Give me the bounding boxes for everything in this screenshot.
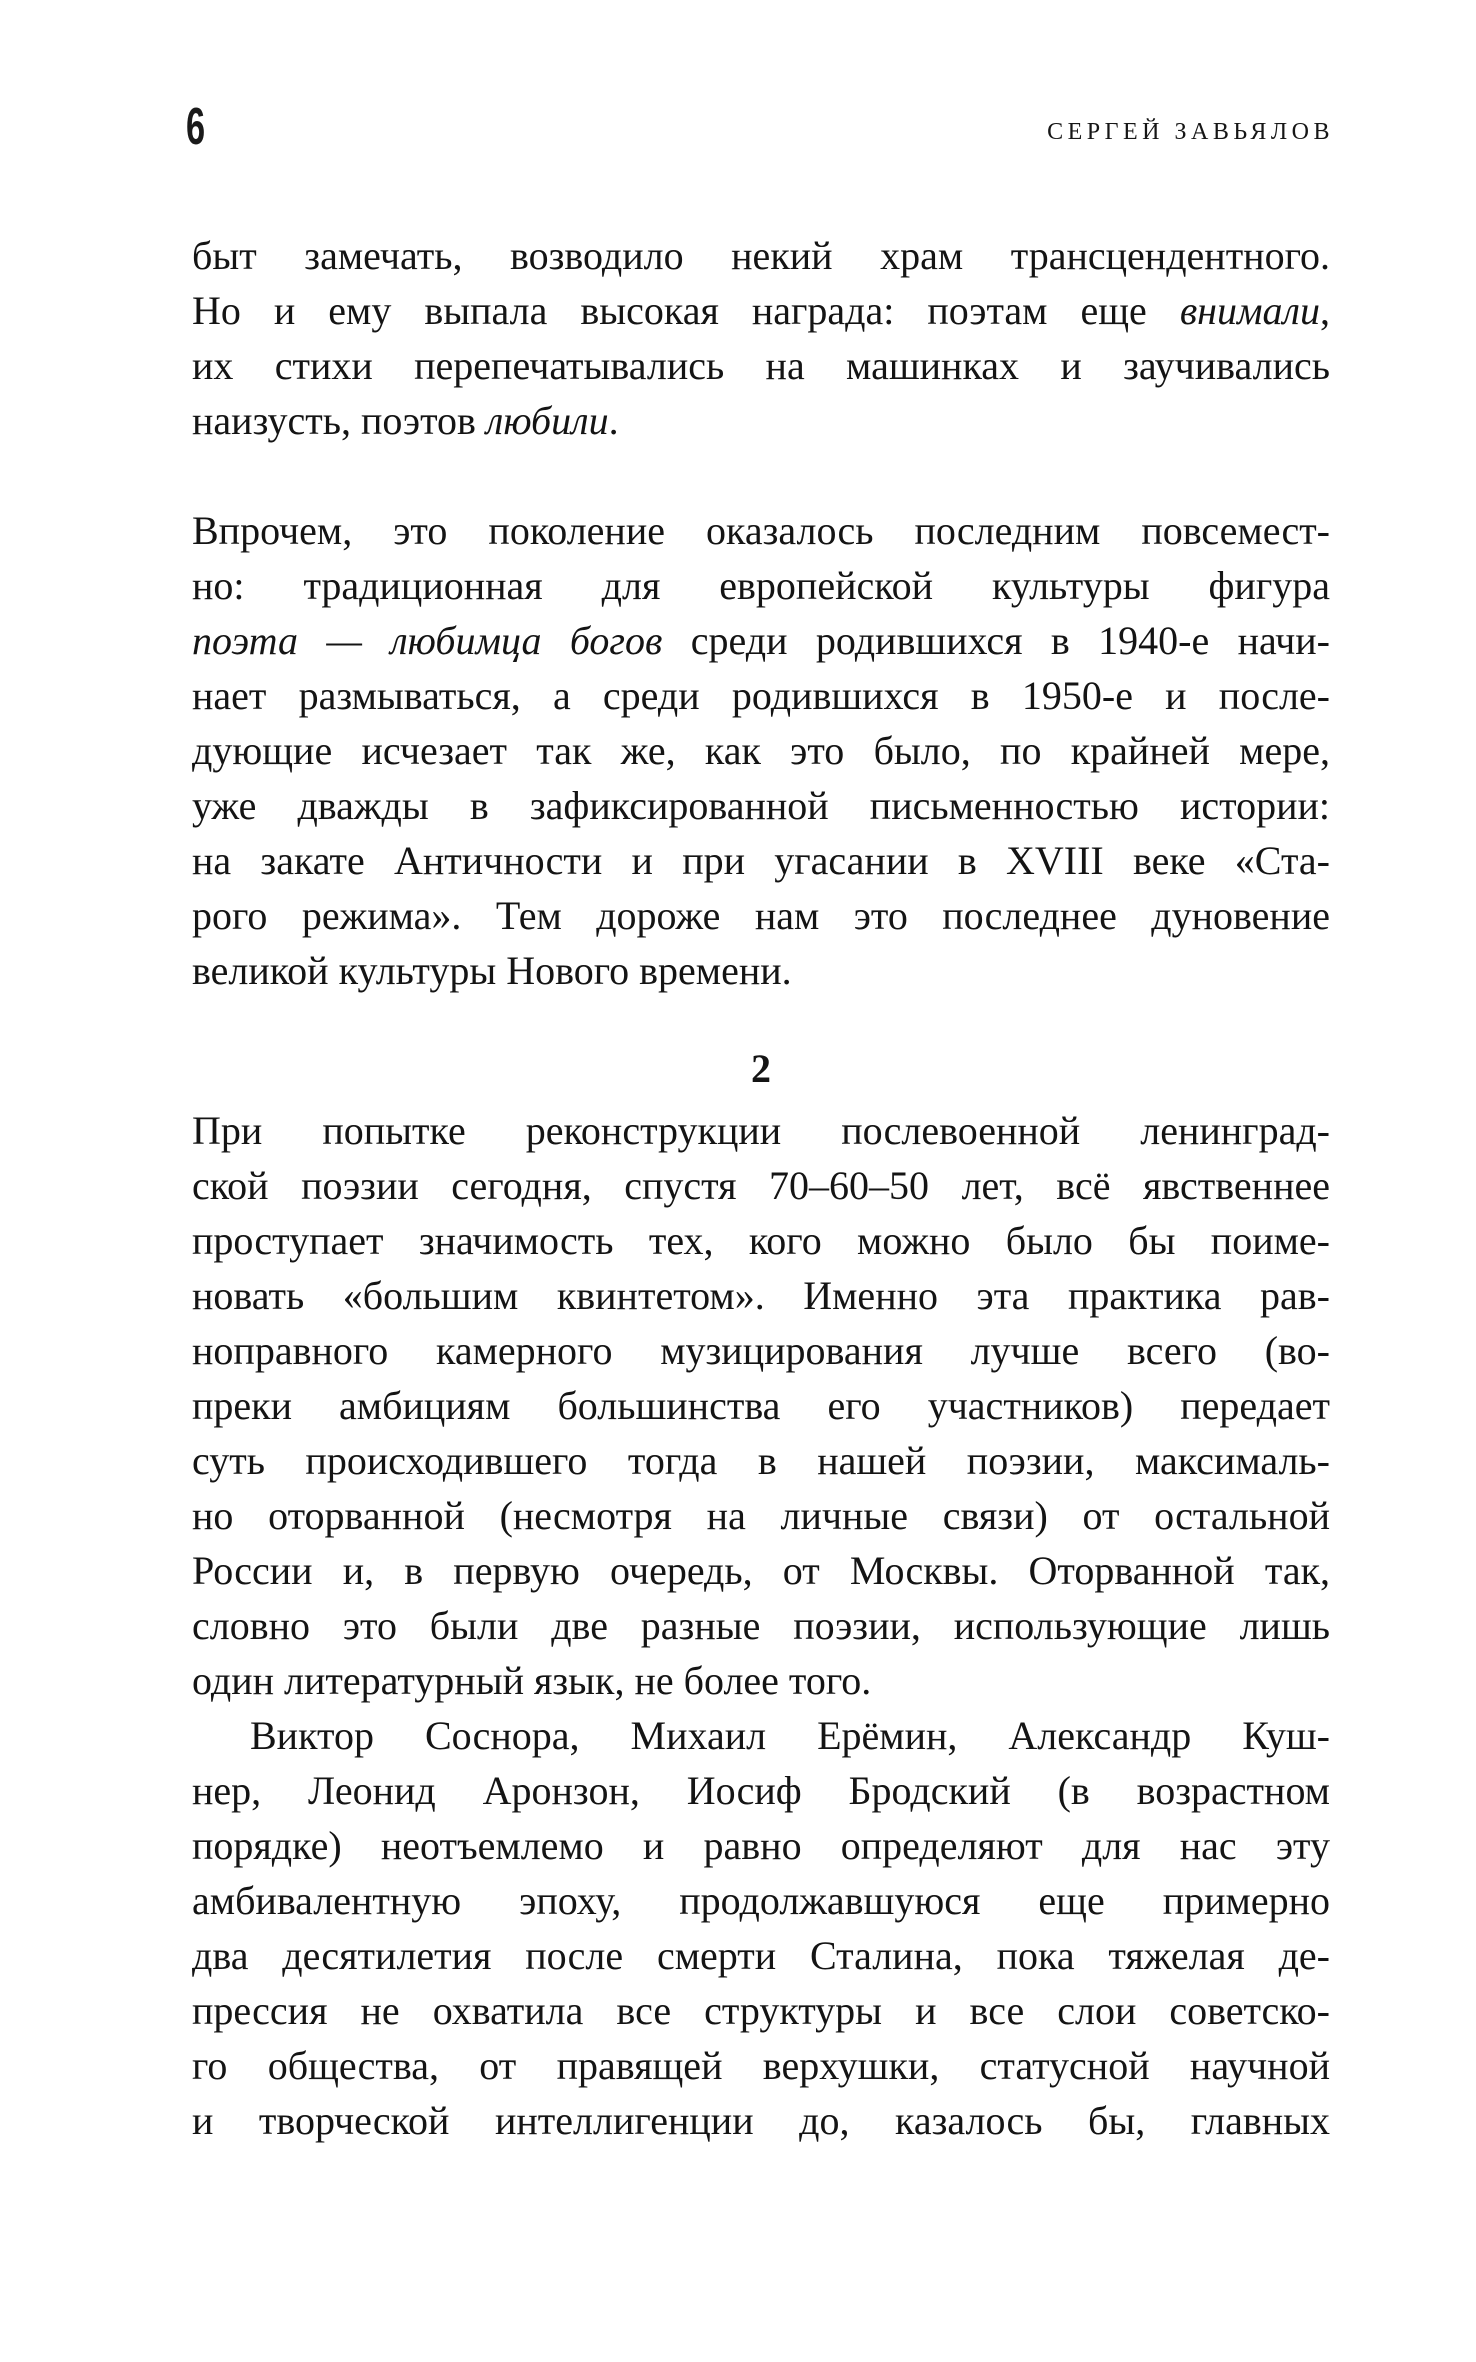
text-line: [192, 1268, 1330, 1323]
text-run: прессия не охватила все структуры и все слои советско-: [192, 1988, 1330, 2033]
text-run: суть происходившего тогда в нашей поэзии, максималь-: [192, 1438, 1330, 1483]
text-run: уже дважды в зафиксированной письменностью истории:: [192, 783, 1330, 828]
text-line: [192, 613, 1330, 668]
text-column: [192, 228, 1330, 2148]
text-line: [192, 1763, 1330, 1818]
text-run: наизусть, поэтов: [192, 398, 486, 443]
text-line: [192, 1543, 1330, 1598]
text-line: [192, 1818, 1330, 1873]
text-run: Но и ему выпала высокая награда: поэтам еще: [192, 288, 1180, 333]
text-line: [192, 1378, 1330, 1433]
text-run: быт замечать, возводило некий храм трансцендентного.: [192, 233, 1330, 278]
text-run: Виктор Соснора, Михаил Ерёмин, Александр Куш-: [250, 1713, 1330, 1758]
text-run: рого режима». Тем дороже нам это последнее дуновение: [192, 893, 1330, 938]
text-line: [192, 338, 1330, 393]
text-run: два десятилетия после смерти Сталина, пока тяжелая де-: [192, 1933, 1330, 1978]
text-run: России и, в первую очередь, от Москвы. Оторванной так,: [192, 1548, 1330, 1593]
text-line: [192, 393, 1330, 448]
italic-text-run: любили: [485, 398, 609, 443]
page-number: 6: [186, 98, 206, 156]
text-run: ,: [1320, 288, 1330, 333]
text-run: словно это были две разные поэзии, использующие лишь: [192, 1603, 1330, 1648]
text-run: на закате Античности и при угасании в XVIII веке «Ста-: [192, 838, 1330, 883]
text-line: [192, 1708, 1330, 1763]
text-line: [192, 1323, 1330, 1378]
text-line: [192, 778, 1330, 833]
text-run: но оторванной (несмотря на личные связи) от остальной: [192, 1493, 1330, 1538]
text-line: [192, 1928, 1330, 1983]
text-line: [192, 1873, 1330, 1928]
text-run: При попытке реконструкции послевоенной ленинград-: [192, 1108, 1330, 1153]
paragraph: [192, 228, 1330, 448]
text-line: [192, 943, 1330, 998]
text-run: дующие исчезает так же, как это было, по крайней мере,: [192, 728, 1330, 773]
text-run: но: традиционная для европейской культуры фигура: [192, 563, 1330, 608]
paragraph: [192, 503, 1330, 998]
text-run: порядке) неотъемлемо и равно определяют для нас эту: [192, 1823, 1330, 1868]
text-line: [192, 1213, 1330, 1268]
text-run: новать «большим квинтетом». Именно эта практика рав-: [192, 1273, 1330, 1318]
text-run: нает размываться, а среди родившихся в 1950-е и после-: [192, 673, 1330, 718]
text-line: [192, 668, 1330, 723]
paragraph: [192, 1708, 1330, 2148]
text-line: [192, 1433, 1330, 1488]
text-line: [192, 503, 1330, 558]
text-run: проступает значимость тех, кого можно было бы поиме-: [192, 1218, 1330, 1263]
text-run: нер, Леонид Аронзон, Иосиф Бродский (в возрастном: [192, 1768, 1330, 1813]
text-line: [192, 1598, 1330, 1653]
text-run: один литературный язык, не более того.: [192, 1658, 872, 1703]
text-run: преки амбициям большинства его участников) передает: [192, 1383, 1330, 1428]
text-line: [192, 558, 1330, 613]
text-run: среди родившихся в 1940-е начи-: [662, 618, 1330, 663]
text-run: и творческой интеллигенции до, казалось бы, главных: [192, 2098, 1330, 2143]
text-run: ноправного камерного музицирования лучше всего (во-: [192, 1328, 1330, 1373]
text-line: [192, 1158, 1330, 1213]
text-run: ской поэзии сегодня, спустя 70–60–50 лет, всё явственнее: [192, 1163, 1330, 1208]
text-line: [192, 723, 1330, 778]
text-line: [192, 1983, 1330, 2038]
text-run: амбивалентную эпоху, продолжавшуюся еще примерно: [192, 1878, 1330, 1923]
text-run: го общества, от правящей верхушки, статусной научной: [192, 2043, 1330, 2088]
text-line: [192, 283, 1330, 338]
text-run: Впрочем, это поколение оказалось последним повсемест-: [192, 508, 1330, 553]
text-line: [192, 1488, 1330, 1543]
text-run: их стихи перепечатывались на машинках и заучивались: [192, 343, 1330, 388]
text-line: [192, 833, 1330, 888]
section-number: 2: [751, 1046, 771, 1091]
running-header: СЕРГЕЙ ЗАВЬЯЛОВ: [1047, 119, 1334, 145]
italic-text-run: внимали: [1179, 288, 1320, 333]
text-line: [192, 1653, 1330, 1708]
text-run: .: [608, 398, 619, 443]
text-line: [192, 1103, 1330, 1158]
paragraph-break: [192, 448, 1330, 503]
text-line: [192, 888, 1330, 943]
text-line: [192, 2093, 1330, 2148]
italic-text-run: поэта — любимца богов: [192, 618, 663, 663]
paragraph: [192, 1103, 1330, 1708]
text-run: великой культуры Нового времени.: [192, 948, 792, 993]
text-line: [192, 228, 1330, 283]
text-line: [192, 2038, 1330, 2093]
